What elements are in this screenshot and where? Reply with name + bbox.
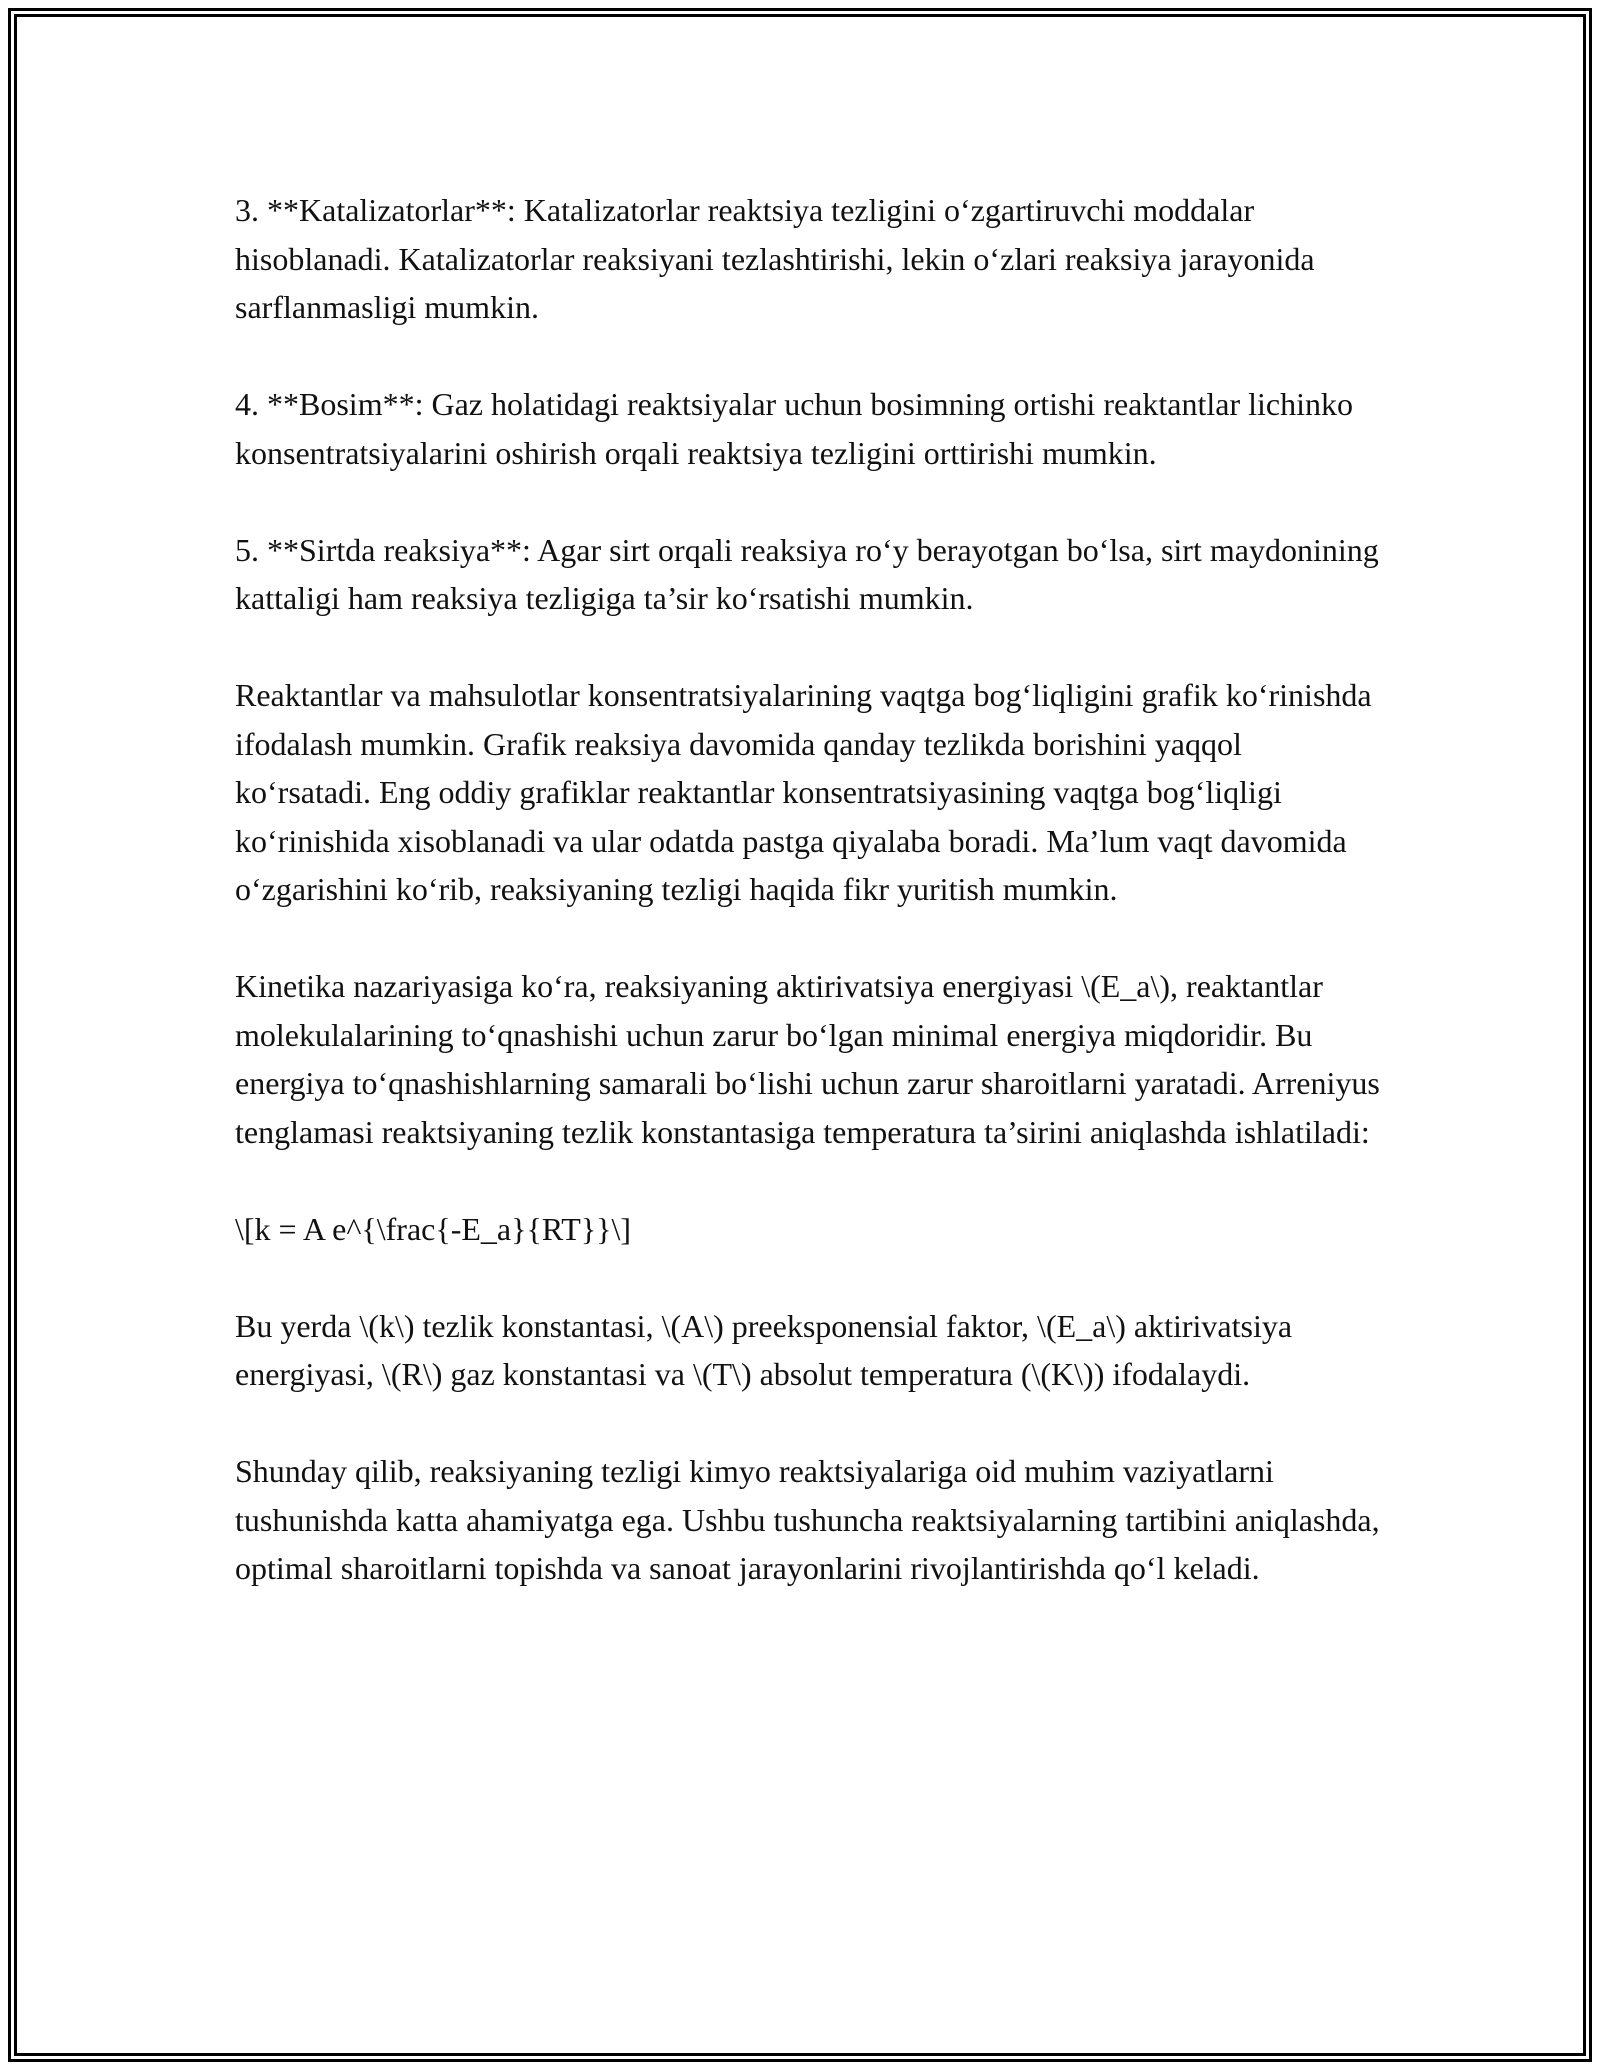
paragraph-conclusion: Shunday qilib, reaksiyaning tezligi kimyo reaktsiyalariga oid muhim vaziyatlarni tushunishda katta ahamiyatga ega. Ushbu tushuncha reaktsiyalarning tartibini aniqlashda, optimal sharoitlarni topishda va sanoat jarayonlarini rivojlantirishda qo‘l keladi. (235, 1453, 1380, 1586)
paragraph-equation-terms: Bu yerda \(k\) tezlik konstantasi, \(A\) preeksponensial faktor, \(E_a\) aktirivatsiya energiyasi, \(R\) gaz konstantasi va \(T\) absolut temperatura (\(K\)) ifodalaydi. (235, 1307, 1293, 1392)
document-body (235, 186, 1385, 1641)
paragraph-pressure: 4. **Bosim**: Gaz holatidagi reaktsiyalar uchun bosimning ortishi reaktantlar lichinko konsentratsiyalarini oshirish orqali reaktsiya tezligini orttirishi mumkin. (235, 386, 1353, 471)
arrhenius-equation: \[k = A e^{\frac{-E_a}{RT}}\] (235, 1210, 632, 1247)
paragraph-catalysts: 3. **Katalizatorlar**: Katalizatorlar reaktsiya tezligini o‘zgartiruvchi moddalar hisoblanadi. Katalizatorlar reaksiyani tezlashtirishi, lekin o‘zlari reaksiya jarayonida sarflanmasligi mumkin. (235, 192, 1315, 325)
paragraph-surface-reaction: 5. **Sirtda reaksiya**: Agar sirt orqali reaksiya ro‘y berayotgan bo‘lsa, sirt maydonining kattaligi ham reaksiya tezligiga ta’sir ko‘rsatishi mumkin. (235, 531, 1379, 616)
paragraph-activation-energy: Kinetika nazariyasiga ko‘ra, reaksiyaning aktirivatsiya energiyasi \(E_a\), reaktantlar molekulalarining to‘qnashishi uchun zarur bo‘lgan minimal energiya miqdoridir. Bu energiya to‘qnashishlarning samarali bo‘lishi uchun zarur sharoitlarni yaratadi. Arreniyus tenglamasi reaktsiyaning tezlik konstantasiga temperatura ta’sirini aniqlashda ishlatiladi: (235, 968, 1380, 1150)
paragraph-concentration-graph: Reaktantlar va mahsulotlar konsentratsiyalarining vaqtga bog‘liqligini grafik ko‘rinishda ifodalash mumkin. Grafik reaksiya davomida qanday tezlikda borishini yaqqol ko‘rsatadi. Eng oddiy grafiklar reaktantlar konsentratsiyasining vaqtga bog‘liqligi ko‘rinishida xisoblanadi va ular odatda pastga qiyalaba boradi. Ma’lum vaqt davomida o‘zgarishini ko‘rib, reaksiyaning tezligi haqida fikr yuritish mumkin. (235, 677, 1372, 907)
